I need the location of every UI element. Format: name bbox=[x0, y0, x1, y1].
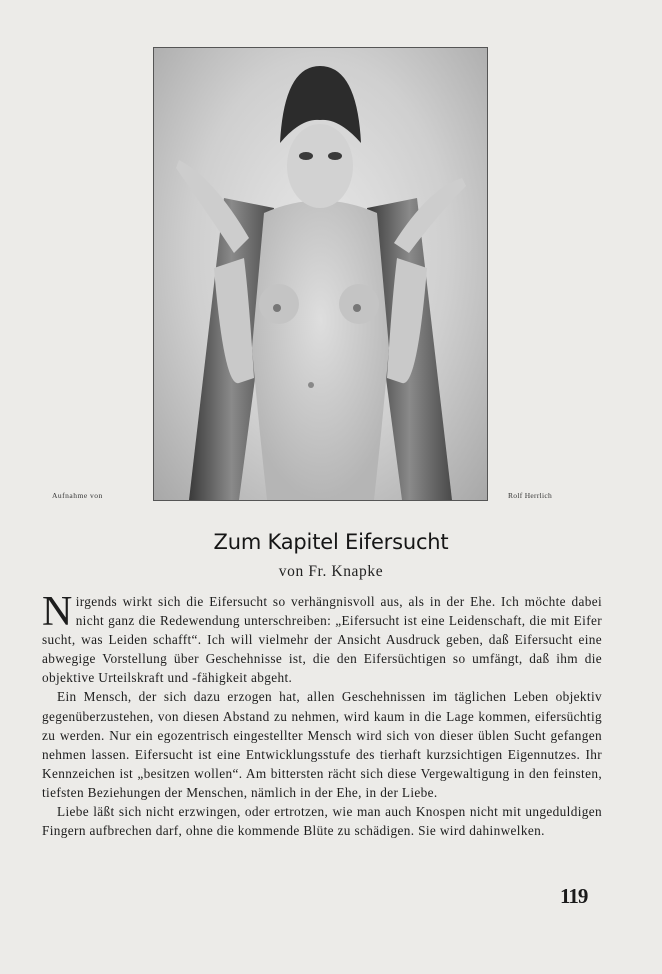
page-number: 119 bbox=[560, 884, 588, 908]
photograph-figure bbox=[154, 48, 487, 500]
article-title: Zum Kapitel Eifersucht bbox=[213, 530, 449, 554]
paragraph-1-text: irgends wirkt sich die Eifersucht so verhängnisvoll aus, als in der Ehe. Ich möchte dabei nicht ganz die Redewendung unterschreiben: „Eifersucht ist eine Leidenschaft, die mit Eifer sucht, was Leiden schafft“. Ich will vielmehr der Ansicht Ausdruck geben, daß Eifersucht eine abwegige Vorstellung über Geschehnisse ist, die den Eifersüchtigen so umfängt, daß ihm die objektive Urteilskraft und -fähigkeit abgeht. bbox=[42, 594, 602, 686]
article-author: von Fr. Knapke bbox=[278, 563, 384, 580]
drop-cap: N bbox=[42, 589, 73, 635]
photograph bbox=[153, 47, 488, 501]
paragraph-3: Liebe läßt sich nicht erzwingen, oder ertrotzen, wie man auch Knospen nicht mit ungeduldigen Fingern aufbrechen darf, ohne die kommende Blüte zu schädigen. Sie wird dahinwelken. bbox=[42, 804, 602, 839]
paragraph-1 bbox=[42, 589, 602, 687]
photo-credit-photographer: Rolf Herrlich bbox=[508, 491, 553, 500]
photo-credit-label: Aufnahme von bbox=[52, 491, 103, 500]
article-body bbox=[42, 589, 602, 840]
paragraph-2: Ein Mensch, der sich dazu erzogen hat, allen Geschehnissen im täglichen Leben objektiv gegenüberzustehen, von diesen Abstand zu nehmen, wird kaum in die Lage kommen, eifersüchtig zu werden. Nur ein egozentrisch eingestellter Mensch wird sich von dieser üblen Sucht gefangen nehmen lassen. Eifersucht ist eine Entwicklungsstufe des tierhaft kurzsichtigen Eigennutzes. Ihr Kennzeichen ist „besitzen wollen“. Am bittersten rächt sich diese Vergewaltigung in den feinsten, tiefsten Beziehungen der Menschen, nämlich in der Ehe, in der Liebe. bbox=[42, 689, 602, 800]
